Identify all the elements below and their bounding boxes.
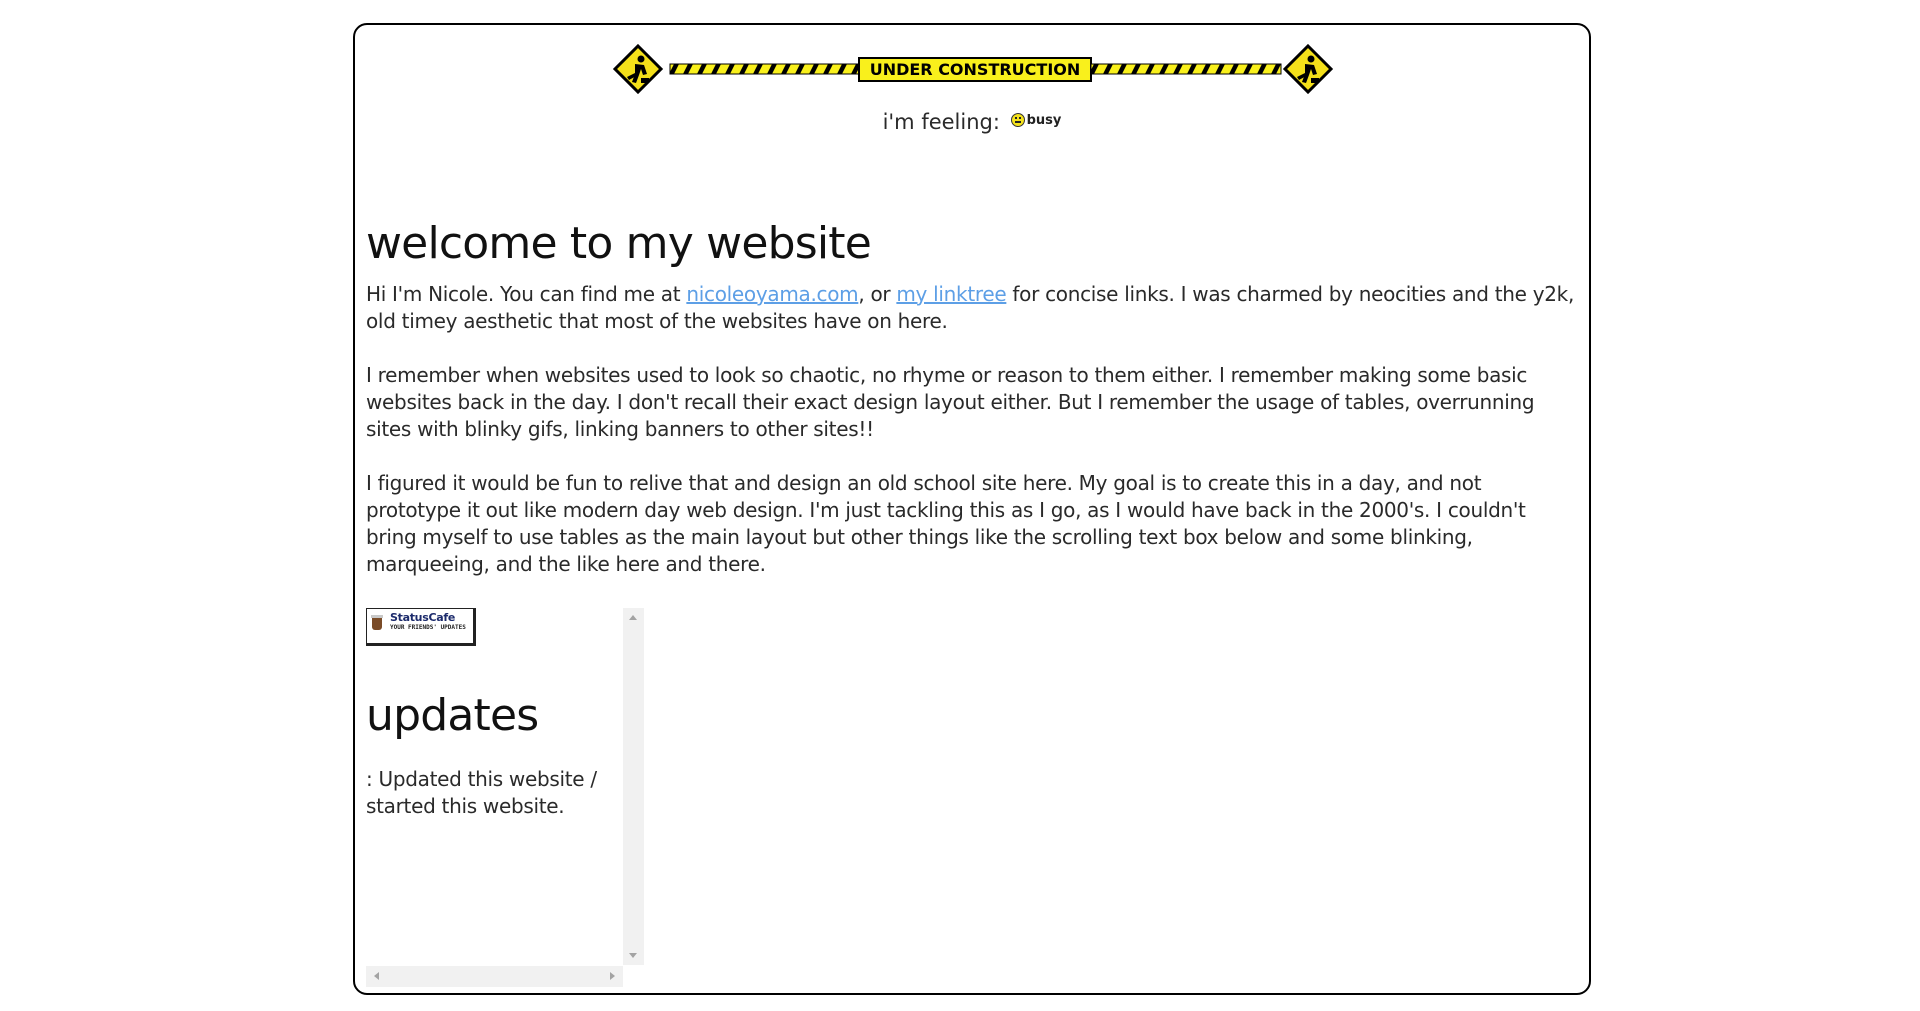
mood-label: busy bbox=[1026, 112, 1062, 128]
construction-worker-sign-icon bbox=[615, 46, 661, 92]
scroll-down-arrow-icon[interactable] bbox=[629, 953, 637, 958]
main-content bbox=[366, 218, 1581, 605]
statuscafe-tagline: YOUR FRIENDS' UPDATES bbox=[390, 624, 466, 631]
updates-text: : Updated this website / started this website. bbox=[366, 767, 597, 818]
page-frame bbox=[353, 23, 1591, 995]
under-construction-label bbox=[859, 58, 1091, 81]
feeling-label: i'm feeling: bbox=[882, 110, 1000, 134]
coffee-cup-icon bbox=[372, 618, 382, 630]
updates-scroll-content bbox=[366, 608, 622, 965]
feeling-status bbox=[355, 110, 1589, 134]
linktree-link[interactable]: my linktree bbox=[896, 281, 1007, 306]
smiley-face-icon bbox=[1011, 113, 1025, 127]
scroll-up-arrow-icon[interactable] bbox=[629, 615, 637, 620]
statuscafe-name: StatusCafe bbox=[390, 611, 455, 624]
statuscafe-badge[interactable] bbox=[366, 608, 476, 646]
scroll-right-arrow-icon[interactable] bbox=[610, 972, 615, 980]
banner-text: UNDER CONSTRUCTION bbox=[869, 60, 1081, 79]
horizontal-scrollbar[interactable] bbox=[366, 966, 623, 987]
vertical-scrollbar[interactable] bbox=[623, 608, 644, 965]
intro-text-3: for concise links. I was charmed by neocities and the y2k, old timey aesthetic that most of the websites have on here. bbox=[366, 281, 1575, 333]
construction-worker-sign-icon bbox=[1285, 46, 1331, 92]
under-construction-banner bbox=[613, 44, 1333, 94]
updates-section bbox=[366, 608, 646, 988]
updates-title: updates bbox=[366, 690, 539, 741]
scroll-left-arrow-icon[interactable] bbox=[374, 972, 379, 980]
nicoleoyama-link[interactable]: nicoleoyama.com bbox=[686, 281, 859, 306]
intro-text-1: Hi I'm Nicole. You can find me at bbox=[366, 281, 687, 306]
intro-text-2: , or bbox=[858, 281, 897, 306]
mood-badge bbox=[1011, 113, 1062, 128]
paragraph-2: I remember when websites used to look so chaotic, no rhyme or reason to them either. I remember making some basic websites back in the day. I don't recall their exact design layout either. But I remember the usage of tables, overrunning sites with blinky gifs, linking banners to other sites!! bbox=[366, 362, 1535, 441]
paragraph-3: I figured it would be fun to relive that and design an old school site here. My goal is to create this in a day, and not prototype it out like modern day web design. I'm just tackling this as I go, as I would have back in the 2000's. I couldn't bring myself to use tables as the main layout but other things like the scrolling text box below and some blinking, marqueeing, and the like here and there. bbox=[366, 470, 1526, 576]
intro-paragraph bbox=[366, 281, 1581, 335]
updates-scroll-box[interactable] bbox=[366, 608, 644, 988]
hazard-tape-left bbox=[670, 64, 860, 74]
hazard-tape-right bbox=[1091, 64, 1281, 74]
page-title: welcome to my website bbox=[366, 218, 872, 269]
